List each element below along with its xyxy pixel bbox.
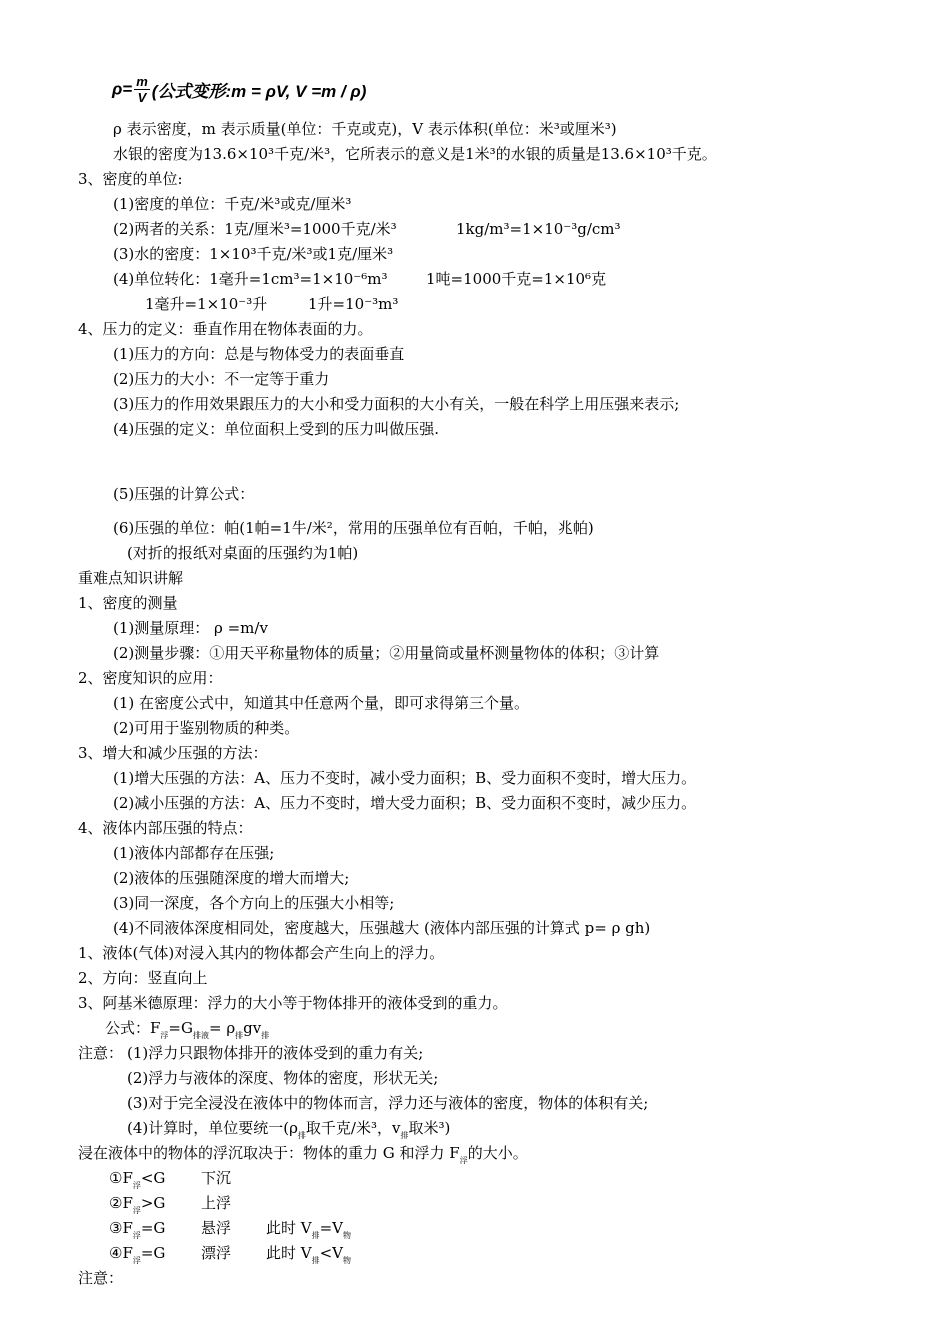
note-part: (4)计算时，单位要统一(ρ [127, 1119, 298, 1137]
pressure-heading: 4、压力的定义：垂直作用在物体表面的力。 [78, 320, 373, 338]
formula-fraction [134, 74, 150, 105]
case-force: ④F [109, 1244, 133, 1262]
formula-lhs: ρ= [112, 79, 133, 99]
case-relation: >G [140, 1194, 166, 1212]
density-unit-2b: 1kg/m³=1×10⁻³g/cm³ [456, 220, 621, 238]
density-unit-2a: (2)两者的关系：1克/厘米³=1000千克/米³ [113, 220, 397, 238]
formula-numerator: m [136, 74, 148, 89]
formula-sub: 浮 [160, 1031, 169, 1040]
pressure-magnitude: (2)压力的大小：不一定等于重力 [113, 370, 330, 388]
condition-sub: 排 [311, 1231, 320, 1240]
note-4 [127, 1118, 450, 1146]
buoyancy-direction: 2、方向：竖直向上 [78, 969, 208, 987]
mercury-density: 水银的密度为13.6×10³千克/米³，它所表示的意义是1米³的水银的质量是13.6×10³千克。 [113, 145, 717, 163]
case-row [109, 1193, 165, 1221]
measure-steps: (2)测量步骤：①用天平称量物体的质量；②用量筒或量杯测量物体的体积；③计算 [113, 644, 660, 662]
condition-part: =V [319, 1219, 344, 1237]
case-condition [266, 1243, 351, 1271]
buoyancy-1: 1、液体(气体)对浸入其内的物体都会产生向上的浮力。 [78, 944, 445, 962]
condition-sub: 排 [311, 1256, 320, 1265]
condition-part: 此时 V [266, 1219, 312, 1237]
case-sub: 浮 [132, 1206, 141, 1215]
liquid-pressure-heading: 4、液体内部压强的特点： [78, 819, 253, 837]
liquid-pressure-4: (4)不同液体深度相同处，密度越大，压强越大 (液体内部压强的计算式 p= ρ gh) [113, 919, 651, 937]
case-sub: 浮 [132, 1231, 141, 1240]
case-condition [266, 1218, 351, 1246]
density-application-heading: 2、密度知识的应用： [78, 669, 223, 687]
density-measure-heading: 1、密度的测量 [78, 594, 178, 612]
formula-rhs: (公式变形:m = ρV, V =m / ρ) [151, 82, 367, 101]
key-points-heading: 重难点知识讲解 [78, 569, 184, 587]
note-1: (1)浮力只跟物体排开的液体受到的重力有关; [127, 1044, 424, 1062]
case-state: 悬浮 [201, 1219, 232, 1237]
unit-conversion-d: 1升=10⁻³m³ [308, 295, 399, 313]
case-state: 上浮 [201, 1194, 232, 1212]
case-row [109, 1243, 165, 1271]
pressure-definition: (4)压强的定义：单位面积上受到的压力叫做压强. [113, 420, 440, 438]
liquid-pressure-1: (1)液体内部都存在压强; [113, 844, 275, 862]
increase-pressure: (1)增大压强的方法：A、压力不变时，减小受力面积；B、受力面积不变时，增大压力。 [113, 769, 697, 787]
water-density: (3)水的密度：1×10³千克/米³或1克/厘米³ [113, 245, 394, 263]
density-application-1: (1) 在密度公式中，知道其中任意两个量，即可求得第三个量。 [113, 694, 530, 712]
unit-conversion-b: 1吨=1000千克=1×10⁶克 [426, 270, 607, 288]
formula-label: 公式：F [105, 1019, 161, 1037]
density-application-2: (2)可用于鉴别物质的种类。 [113, 719, 300, 737]
measure-principle: (1)测量原理： ρ =m/v [113, 619, 268, 637]
condition-sub: 物 [343, 1256, 352, 1265]
formula-sub: 排 [261, 1031, 270, 1040]
note-label: 注意： [78, 1044, 124, 1062]
case-sub: 浮 [132, 1256, 141, 1265]
note-part: 取千克/米³，v [305, 1119, 401, 1137]
unit-conversion-c: 1毫升=1×10⁻³升 [145, 295, 268, 313]
pressure-methods-heading: 3、增大和减少压强的方法： [78, 744, 268, 762]
case-force: ②F [109, 1194, 133, 1212]
density-unit-heading: 3、密度的单位: [78, 170, 183, 188]
condition-sub: 物 [343, 1231, 352, 1240]
archimedes-principle: 3、阿基米德原理：浮力的大小等于物体排开的液体受到的重力。 [78, 994, 508, 1012]
case-sub: 浮 [132, 1181, 141, 1190]
pressure-direction: (1)压力的方向：总是与物体受力的表面垂直 [113, 345, 405, 363]
liquid-pressure-3: (3)同一深度，各个方向上的压强大小相等; [113, 894, 395, 912]
density-unit-1: (1)密度的单位：千克/米³或克/厘米³ [113, 195, 352, 213]
case-row [109, 1218, 165, 1246]
density-formula [112, 74, 366, 114]
formula-denominator: V [137, 90, 147, 105]
case-state: 漂浮 [201, 1244, 232, 1262]
pressure-unit: (6)压强的单位：帕(1帕=1牛/米²，常用的压强单位有百帕，千帕，兆帕) [113, 519, 594, 537]
condition-part: 此时 V [266, 1244, 312, 1262]
case-relation: =G [140, 1219, 166, 1237]
rule-part: 浸在液体中的物体的浮沉取决于：物体的重力 G 和浮力 F [78, 1144, 460, 1162]
case-force: ①F [109, 1169, 133, 1187]
liquid-pressure-2: (2)液体的压强随深度的增大而增大; [113, 869, 350, 887]
final-note-label: 注意： [78, 1269, 124, 1287]
note-sub: 排 [400, 1131, 409, 1140]
pressure-formula-label: (5)压强的计算公式： [113, 485, 255, 503]
unit-conversion-a: (4)单位转化：1毫升=1cm³=1×10⁻⁶m³ [113, 270, 388, 288]
case-relation: =G [140, 1244, 166, 1262]
rule-part: 的大小。 [467, 1144, 528, 1162]
decrease-pressure: (2)减小压强的方法：A、压力不变时，增大受力面积；B、受力面积不变时，减少压力。 [113, 794, 697, 812]
case-state: 下沉 [201, 1169, 232, 1187]
case-row [109, 1168, 165, 1196]
case-force: ③F [109, 1219, 133, 1237]
pressure-effect: (3)压力的作用效果跟压力的大小和受力面积的大小有关，一般在科学上用压强来表示; [113, 395, 680, 413]
formula-sub: 排液 [192, 1031, 209, 1040]
formula-sub: 排 [235, 1031, 244, 1040]
formula-part: =G [168, 1019, 193, 1037]
case-relation: <G [140, 1169, 166, 1187]
formula-part: = ρ [208, 1019, 236, 1037]
sink-float-rule [78, 1143, 528, 1171]
note-sub: 排 [297, 1131, 306, 1140]
note-2: (2)浮力与液体的深度、物体的密度，形状无关; [127, 1069, 439, 1087]
pressure-unit-note: (对折的报纸对桌面的压强约为1帕) [127, 544, 359, 562]
rule-sub: 浮 [459, 1156, 468, 1165]
buoyancy-formula [105, 1018, 269, 1046]
condition-part: <V [319, 1244, 344, 1262]
density-meaning: ρ 表示密度，m 表示质量(单位：千克或克)，V 表示体积(单位：米³或厘米³) [113, 120, 617, 138]
note-3: (3)对于完全浸没在液体中的物体而言，浮力还与液体的密度，物体的体积有关; [127, 1094, 649, 1112]
formula-part: gv [243, 1019, 262, 1037]
note-part: 取米³) [408, 1119, 451, 1137]
